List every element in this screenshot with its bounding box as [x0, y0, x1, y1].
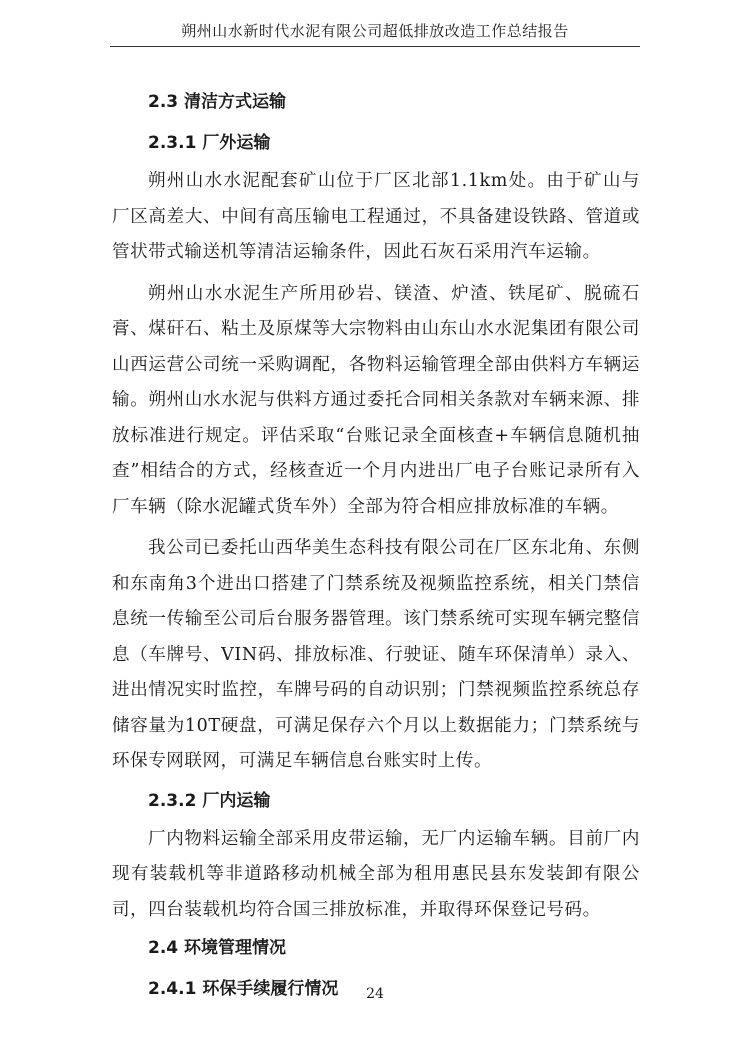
- heading-2-3-1: 2.3.1 厂外运输: [148, 133, 271, 153]
- heading-2-3: 2.3 清洁方式运输: [148, 92, 287, 112]
- paragraph-mine-transport: 朔州山水水泥配套矿山位于厂区北部1.1km处。由于矿山与厂区高差大、中间有高压输电工程通过，不具备建设铁路、管道或管状带式输送机等清洁运输条件，因此石灰石采用汽车运输。: [112, 171, 640, 262]
- header-divider: [110, 46, 640, 47]
- paragraph-internal-transport: 厂内物料运输全部采用皮带运输，无厂内运输车辆。目前厂内现有装载机等非道路移动机械全部为租用惠民县东发装卸有限公司，四台装载机均符合国三排放标准，并取得环保登记号码。: [112, 828, 640, 920]
- paragraph-bulk-materials: 朔州山水水泥生产所用砂岩、镁渣、炉渣、铁尾矿、脱硫石膏、煤矸石、粘土及原煤等大宗物料由山东山水水泥集团有限公司山西运营公司统一采购调配，各物料运输管理全部由供料方车辆运输。朔州山水水泥与供料方通过委托合同相关条款对车辆来源、排放标准进行规定。评估采取“台账记录全面核查+车辆信息随机抽查”相结合的方式，经核查近一个月内进出厂电子台账记录所有入厂车辆（除水泥罐式货车外）全部为符合相应排放标准的车辆。: [112, 283, 640, 517]
- running-header: 朔州山水新时代水泥有限公司超低排放改造工作总结报告: [181, 22, 569, 40]
- heading-2-4: 2.4 环境管理情况: [148, 938, 287, 958]
- document-body: [112, 82, 640, 1010]
- heading-2-3-2: 2.3.2 厂内运输: [148, 790, 271, 811]
- paragraph-access-control: 我公司已委托山西华美生态科技有限公司在厂区东北角、东侧和东南角3个进出口搭建了门禁系统及视频监控系统，相关门禁信息统一传输至公司后台服务器管理。该门禁系统可实现车辆完整信息（车牌号、VIN码、排放标准、行驶证、随车环保清单）录入、进出情况实时监控，车牌号码的自动识别；门禁视频监控系统总存储容量为10T硬盘，可满足保存六个月以上数据能力；门禁系统与环保专网联网，可满足车辆信息台账实时上传。: [112, 538, 640, 771]
- page-number: 24: [366, 986, 384, 1002]
- heading-2-4-1: 2.4.1 环保手续履行情况: [148, 979, 339, 999]
